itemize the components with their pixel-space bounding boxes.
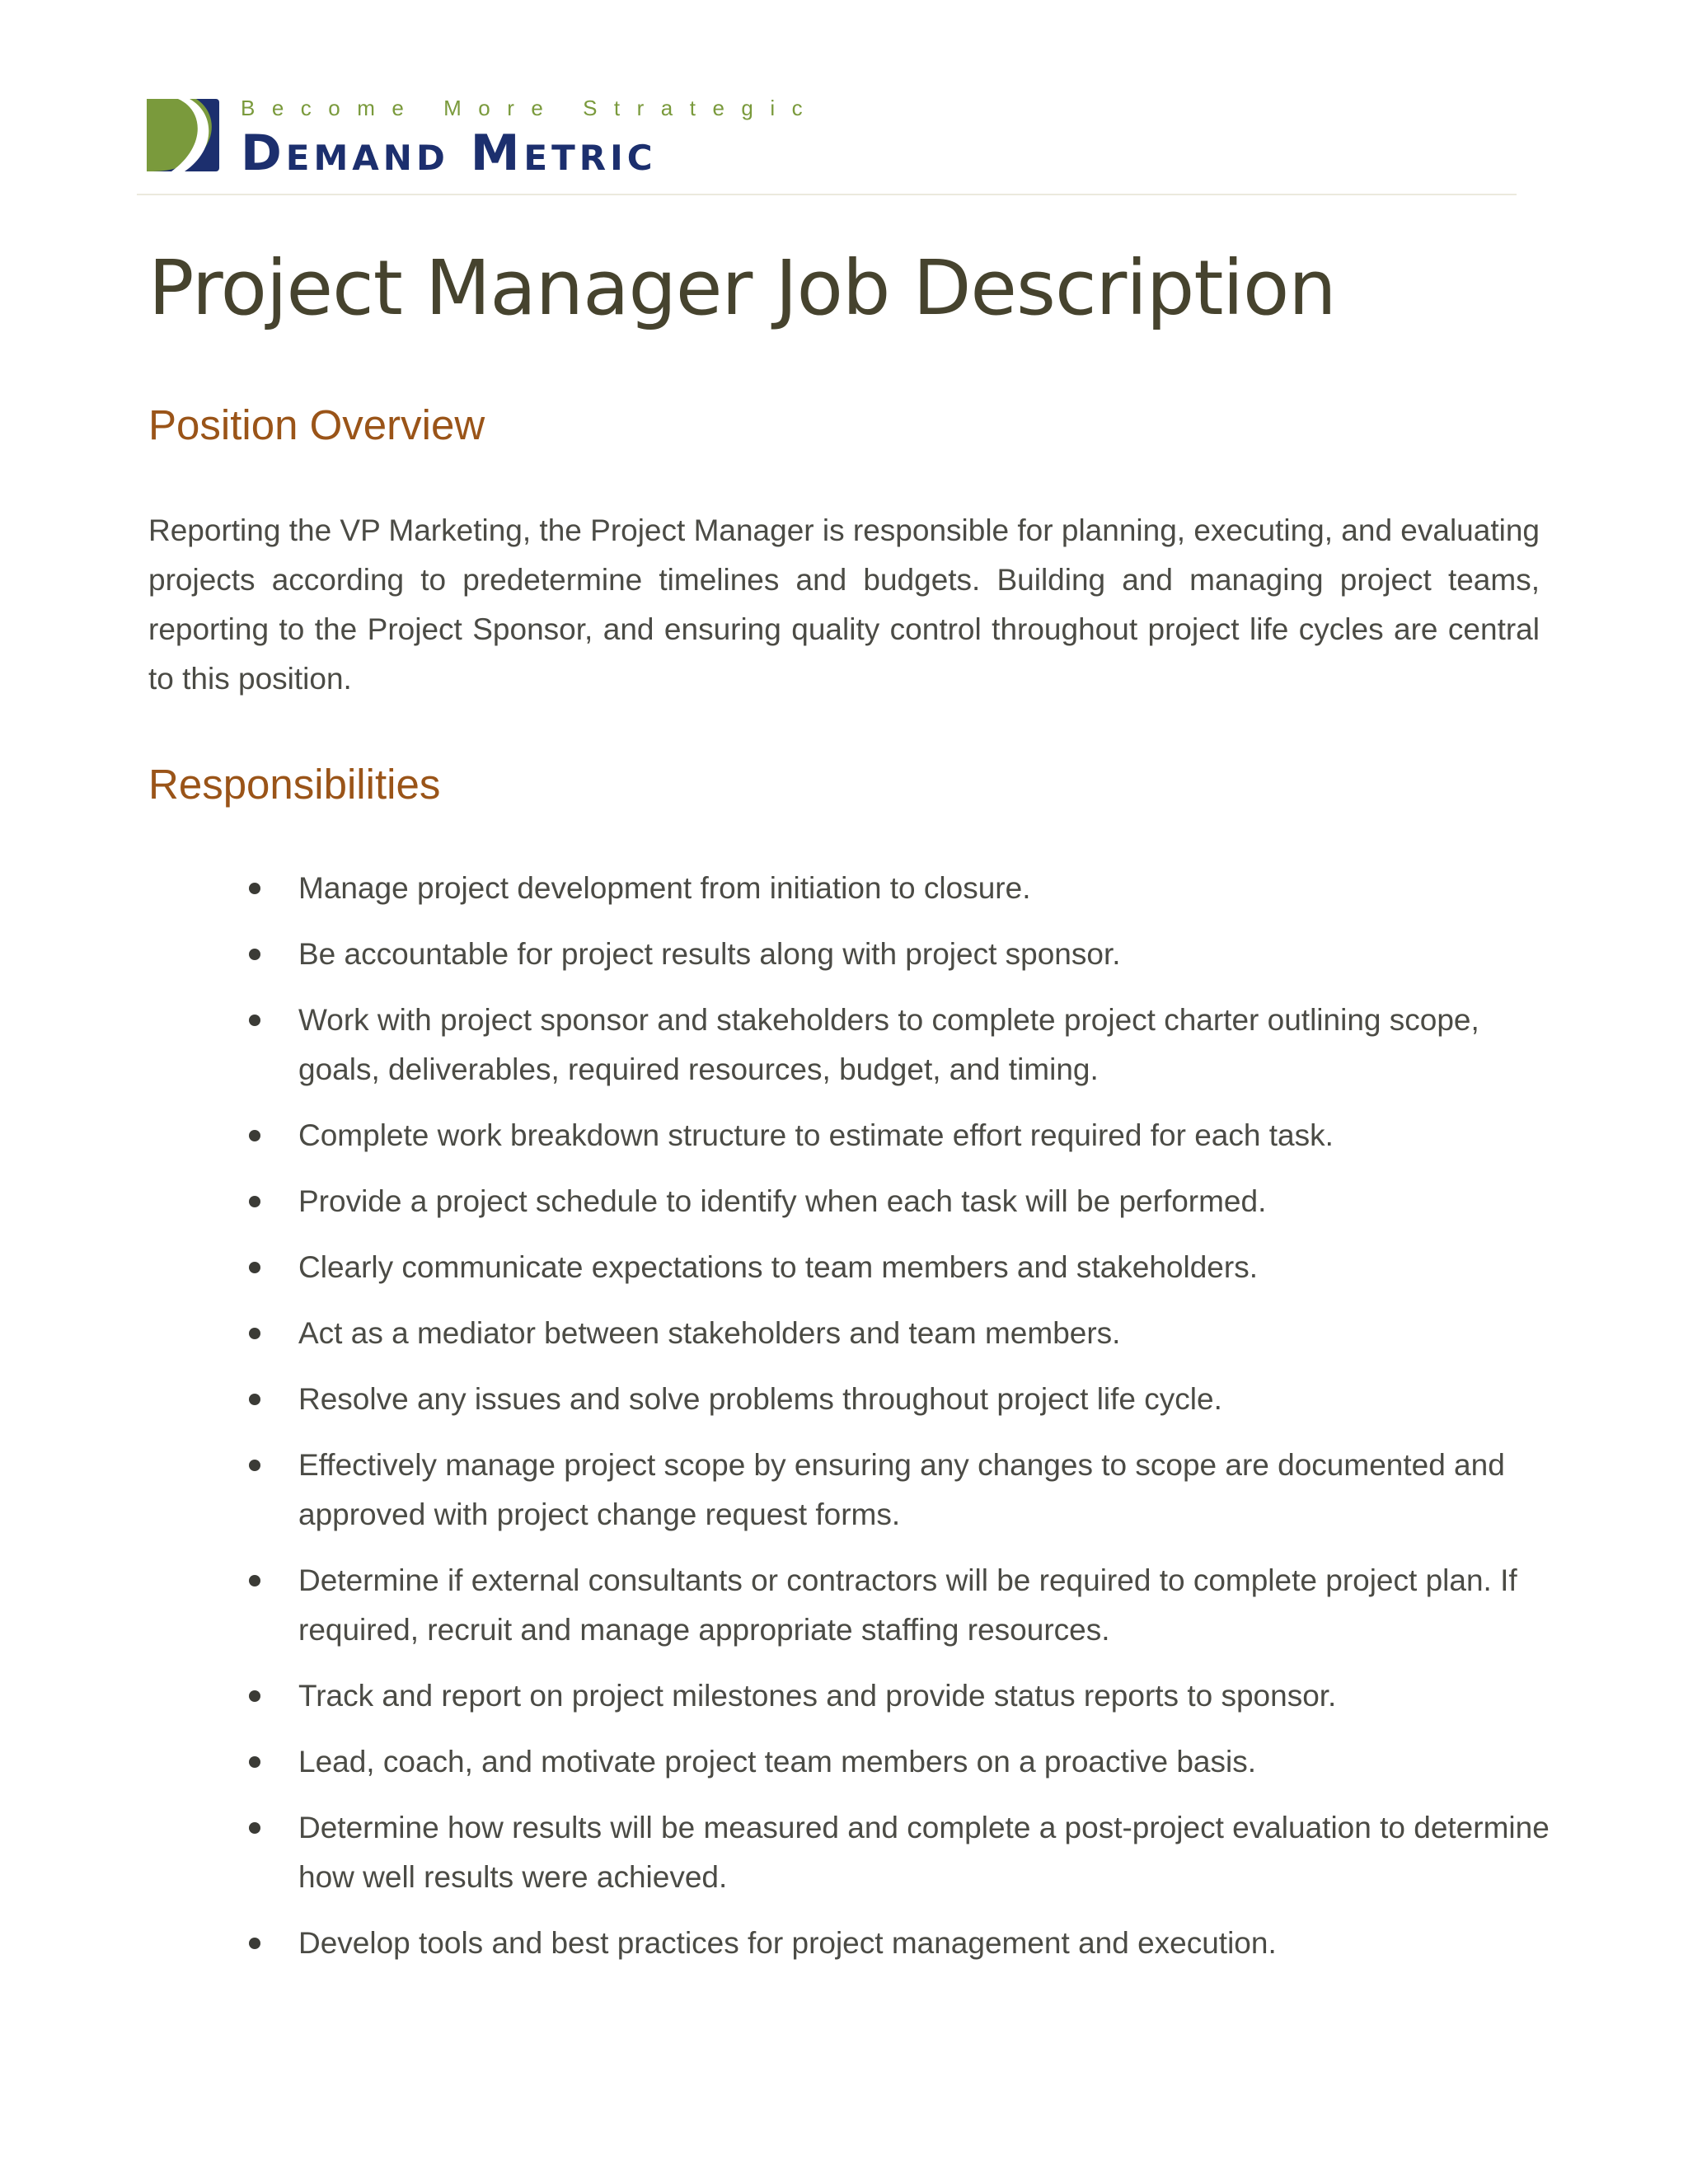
bullet-icon: [249, 1130, 260, 1141]
list-item: [148, 1671, 1550, 1721]
list-item-text: Complete work breakdown structure to estimate effort required for each task.: [298, 1118, 1334, 1152]
list-item: [148, 930, 1550, 979]
list-item-text: Develop tools and best practices for project management and execution.: [298, 1926, 1277, 1960]
list-item: [148, 1111, 1550, 1160]
demand-metric-logo-icon: [147, 99, 219, 171]
responsibilities-heading: Responsibilities: [148, 761, 441, 808]
list-item: [148, 996, 1550, 1094]
list-item-text: Clearly communicate expectations to team members and stakeholders.: [298, 1250, 1258, 1284]
list-item: [148, 1803, 1550, 1902]
list-item-text: Track and report on project milestones and provide status reports to sponsor.: [298, 1679, 1337, 1713]
bullet-icon: [249, 1460, 260, 1471]
responsibilities-list: [148, 864, 1550, 1985]
bullet-icon: [249, 1394, 260, 1405]
demand-metric-logo: [147, 96, 820, 182]
list-item: [148, 1375, 1550, 1424]
position-overview-heading: Position Overview: [148, 401, 485, 448]
list-item: [148, 1556, 1550, 1655]
bullet-icon: [249, 1328, 260, 1339]
list-item: [148, 864, 1550, 913]
bullet-icon: [249, 1262, 260, 1273]
list-item-text: Lead, coach, and motivate project team members on a proactive basis.: [298, 1745, 1256, 1779]
bullet-icon: [249, 1575, 260, 1586]
list-item: [148, 1737, 1550, 1787]
bullet-icon: [249, 1690, 260, 1702]
list-item: [148, 1177, 1550, 1226]
page-title: Project Manager Job Description: [148, 244, 1336, 332]
bullet-icon: [249, 1938, 260, 1949]
bullet-icon: [249, 1756, 260, 1768]
list-item-text: Be accountable for project results along with project sponsor.: [298, 937, 1121, 971]
list-item-text: Determine if external consultants or contractors will be required to complete project plan. If required, recruit and manage appropriate staffing resources.: [298, 1563, 1517, 1647]
logo-brand-name: Demand Metric: [241, 124, 657, 182]
list-item-text: Work with project sponsor and stakeholders to complete project charter outlining scope, goals, deliverables, required resources, budget, and timing.: [298, 1003, 1479, 1086]
bullet-icon: [249, 1015, 260, 1026]
list-item-text: Manage project development from initiation to closure.: [298, 871, 1031, 905]
list-item: [148, 1441, 1550, 1540]
bullet-icon: [249, 1822, 260, 1834]
header-divider: [137, 194, 1517, 195]
list-item-text: Act as a mediator between stakeholders and team members.: [298, 1316, 1121, 1350]
logo-tagline: Become More Strategic: [241, 96, 820, 120]
bullet-icon: [249, 949, 260, 960]
list-item: [148, 1309, 1550, 1358]
list-item-text: Provide a project schedule to identify when each task will be performed.: [298, 1184, 1267, 1218]
list-item: [148, 1243, 1550, 1292]
bullet-icon: [249, 883, 260, 894]
list-item-text: Resolve any issues and solve problems throughout project life cycle.: [298, 1382, 1222, 1416]
list-item-text: Effectively manage project scope by ensuring any changes to scope are documented and approved with project change request forms.: [298, 1448, 1505, 1531]
list-item-text: Determine how results will be measured and complete a post-project evaluation to determine how well results were achieved.: [298, 1811, 1550, 1894]
list-item: [148, 1919, 1550, 1968]
bullet-icon: [249, 1196, 260, 1207]
position-overview-text: Reporting the VP Marketing, the Project Manager is responsible for planning, executing, and evaluating projects according to predetermine timelines and budgets. Building and managing project teams, reporting to the Project Sponsor, and ensuring quality control throughout project life cycles are central to this position.: [148, 513, 1540, 696]
